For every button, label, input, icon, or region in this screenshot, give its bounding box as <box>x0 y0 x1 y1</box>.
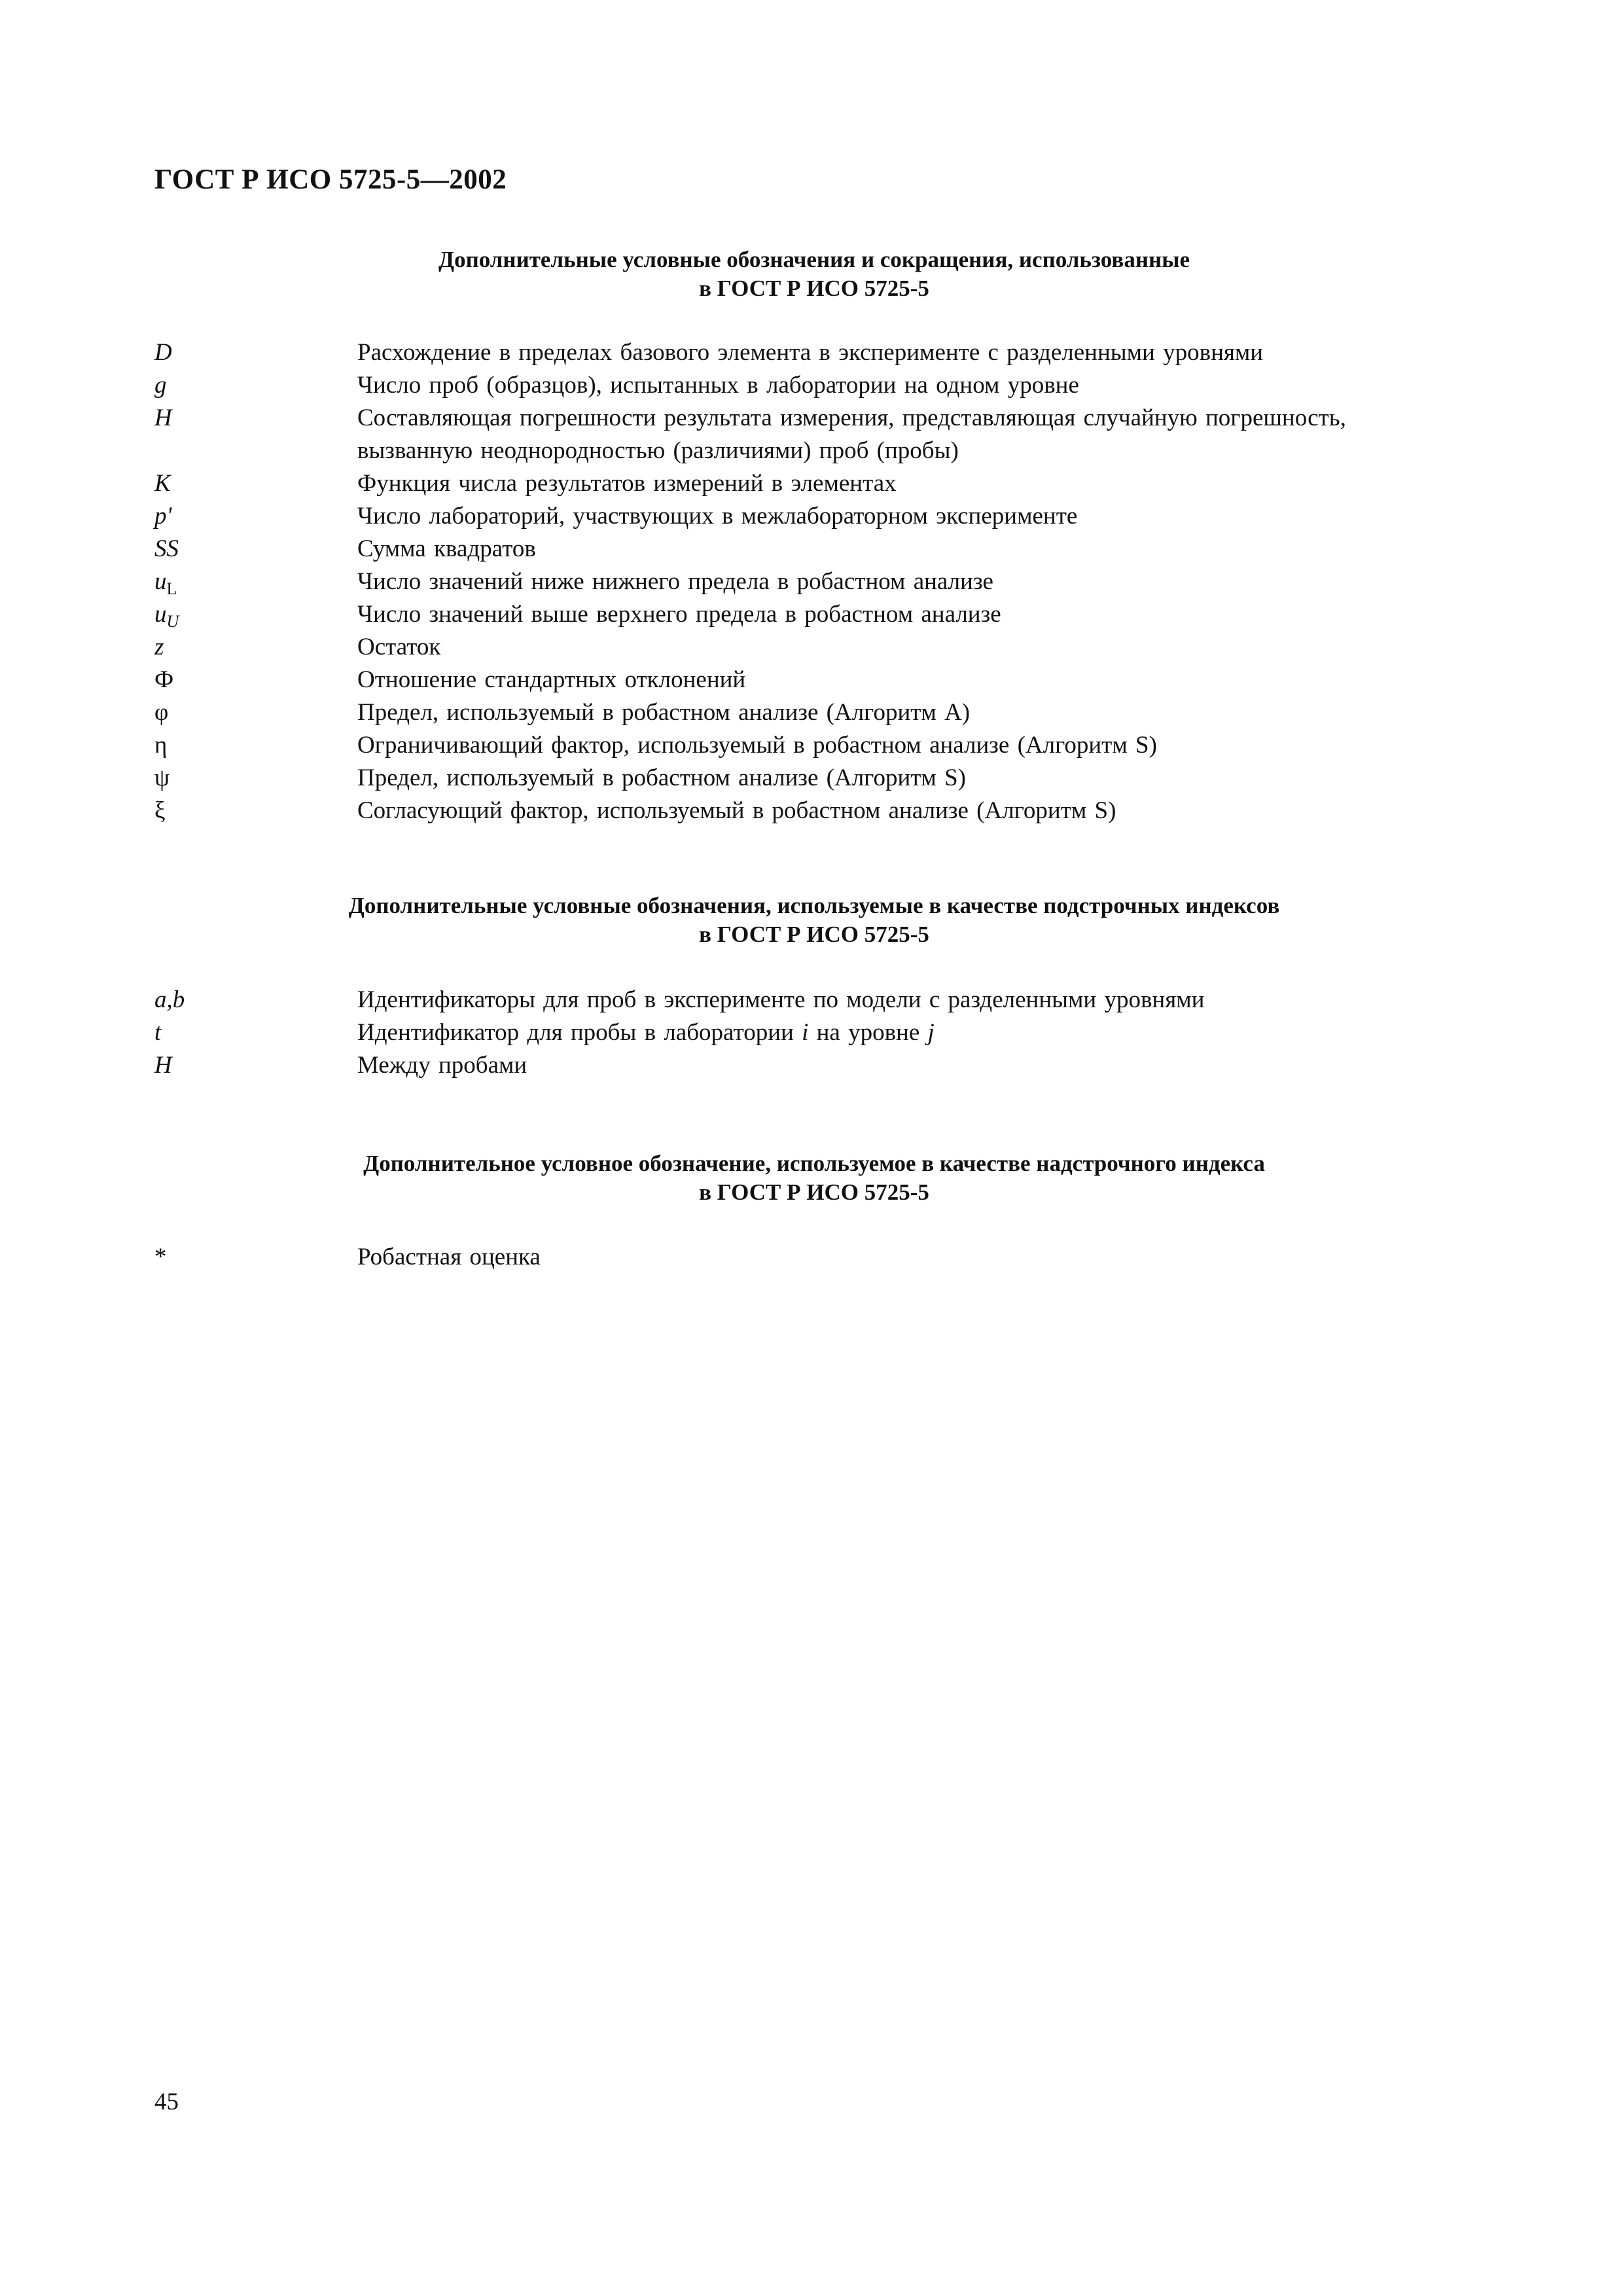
symbol-row <box>154 696 1489 729</box>
symbol: H <box>154 404 172 431</box>
superscript-list <box>154 1241 1489 1274</box>
document-header: ГОСТ Р ИСО 5725-5—2002 <box>154 164 507 195</box>
description-line: Составляющая погрешности результата измерения, представляющая случайную погрешность, <box>357 404 1346 431</box>
symbol-description: Расхождение в пределах базового элемента в эксперименте с разделенными уровнями <box>357 339 1264 366</box>
symbol-base: u <box>154 601 167 628</box>
symbol: D <box>154 339 172 366</box>
section-title-line: в ГОСТ Р ИСО 5725-5 <box>699 276 929 301</box>
symbol: K <box>154 470 171 497</box>
symbol-row <box>154 565 1489 598</box>
page-number: 45 <box>154 2089 179 2115</box>
symbol-description: Согласующий фактор, используемый в робастном анализе (Алгоритм S) <box>357 797 1116 824</box>
symbol-row <box>154 1049 1489 1082</box>
symbol-description: Ограничивающий фактор, используемый в робастном анализе (Алгоритм S) <box>357 732 1157 759</box>
symbol: p' <box>154 503 172 529</box>
symbol <box>154 565 357 598</box>
symbol-description: Функция числа результатов измерений в элементах <box>357 470 897 497</box>
description-text: Идентификатор для пробы в лаборатории <box>357 1019 802 1046</box>
symbol-description: Предел, используемый в робастном анализе (Алгоритм S) <box>357 764 966 791</box>
symbol: η <box>154 732 168 759</box>
symbol: φ <box>154 699 169 726</box>
symbol-row <box>154 533 1489 565</box>
symbol-row <box>154 984 1489 1016</box>
symbol: t <box>154 1019 162 1046</box>
symbol-row <box>154 729 1489 762</box>
symbol-row <box>154 598 1489 631</box>
symbol: z <box>154 634 164 660</box>
section-title-line: Дополнительное условное обозначение, используемое в качестве надстрочного индекса <box>363 1151 1265 1176</box>
symbol-row <box>154 467 1489 500</box>
symbol-row <box>154 402 1489 467</box>
symbol: a,b <box>154 986 185 1013</box>
symbol-description: Число значений выше верхнего предела в робастном анализе <box>357 601 1001 628</box>
symbol-description: Сумма квадратов <box>357 535 536 562</box>
symbol-row <box>154 795 1489 827</box>
symbol-row <box>154 500 1489 533</box>
symbol-description <box>357 1016 1489 1049</box>
symbol: SS <box>154 535 179 562</box>
symbol-description: Остаток <box>357 634 441 660</box>
description-text: на уровне <box>808 1019 928 1046</box>
symbols-list <box>154 336 1489 827</box>
symbol: ξ <box>154 797 166 824</box>
symbol-row <box>154 336 1489 369</box>
symbol-description: Отношение стандартных отклонений <box>357 666 746 693</box>
section-title-line: в ГОСТ Р ИСО 5725-5 <box>699 1179 929 1205</box>
symbol-base: u <box>154 568 167 595</box>
symbol-description: Число лабораторий, участвующих в межлабораторном эксперименте <box>357 503 1078 529</box>
symbol-description: Идентификаторы для проб в эксперименте по модели с разделенными уровнями <box>357 986 1205 1013</box>
symbol-row <box>154 762 1489 795</box>
subscripts-list <box>154 984 1489 1082</box>
symbol-description: Число проб (образцов), испытанных в лаборатории на одном уровне <box>357 372 1079 399</box>
variable: i <box>802 1019 809 1046</box>
symbol-row <box>154 1241 1489 1274</box>
section-title-line: Дополнительные условные обозначения и сокращения, использованные <box>438 247 1190 272</box>
symbol-row <box>154 631 1489 664</box>
description-line: вызванную неоднородностью (различиями) проб (пробы) <box>357 437 959 464</box>
symbol: H <box>154 1052 172 1079</box>
symbol-description: Робастная оценка <box>357 1244 541 1270</box>
symbol-description: Число значений ниже нижнего предела в робастном анализе <box>357 568 993 595</box>
symbol <box>154 598 357 631</box>
symbol-description <box>357 402 1489 467</box>
section-title-subscripts <box>154 891 1474 949</box>
symbol: * <box>154 1244 167 1270</box>
symbol: ψ <box>154 764 170 791</box>
section-title-symbols-abbreviations <box>154 245 1474 303</box>
symbol-description: Между пробами <box>357 1052 527 1079</box>
symbol: g <box>154 372 167 399</box>
symbol-description: Предел, используемый в робастном анализе (Алгоритм А) <box>357 699 971 726</box>
symbol-row <box>154 1016 1489 1049</box>
section-title-line: Дополнительные условные обозначения, используемые в качестве подстрочных индексов <box>348 893 1280 918</box>
variable: j <box>927 1019 935 1046</box>
section-title-superscript <box>154 1149 1474 1207</box>
section-title-line: в ГОСТ Р ИСО 5725-5 <box>699 922 929 947</box>
symbol-subscript: L <box>166 579 177 598</box>
symbol-subscript: U <box>166 612 179 631</box>
symbol-row <box>154 369 1489 402</box>
symbol-row <box>154 664 1489 696</box>
symbol: Ф <box>154 666 174 693</box>
